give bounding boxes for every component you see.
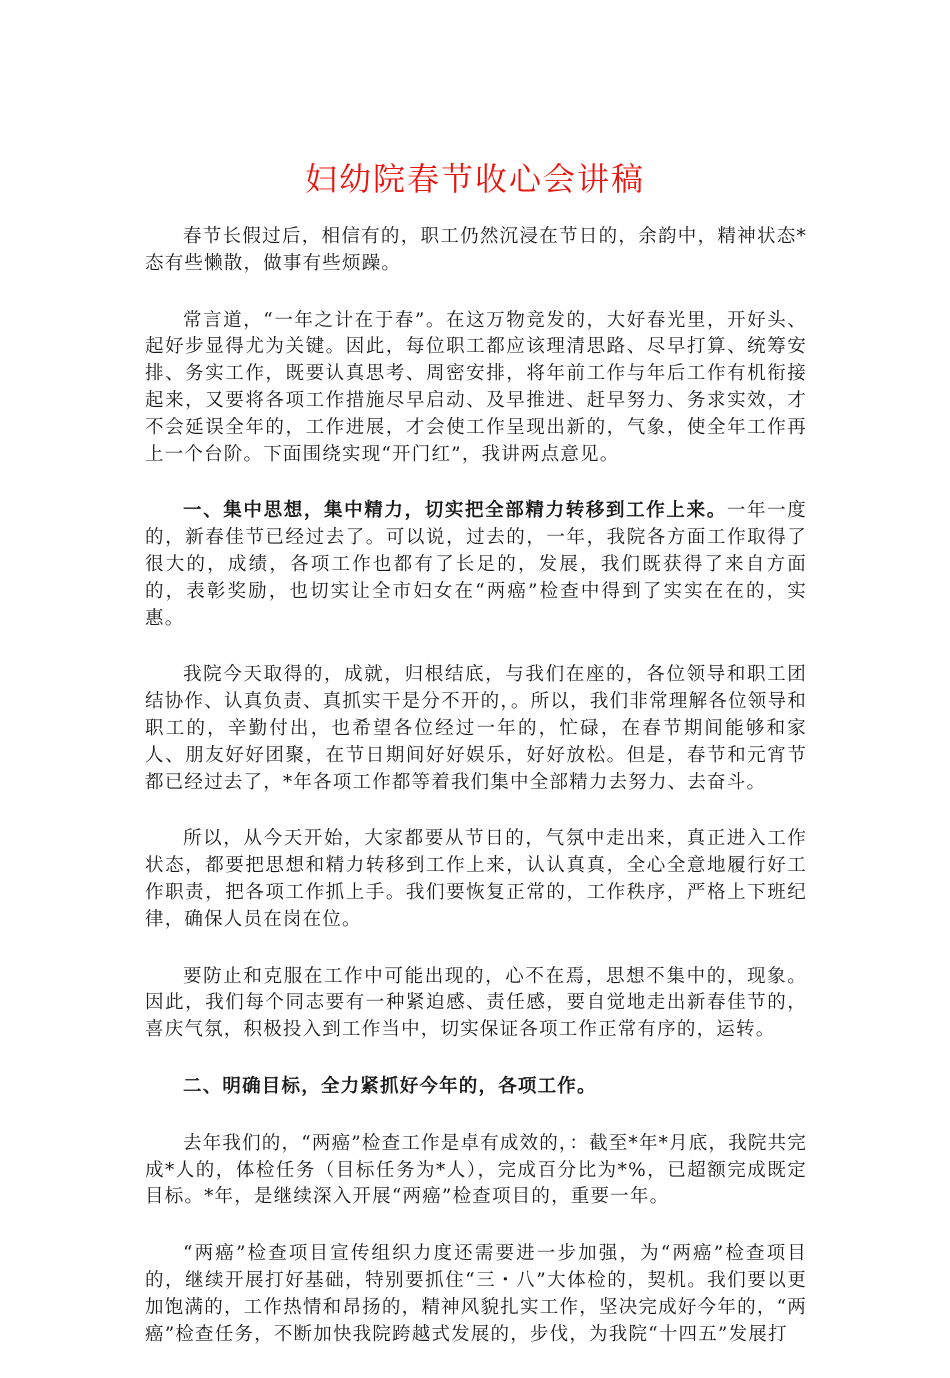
paragraph-4 (145, 662, 807, 796)
paragraph-text: 春节长假过后，相信有的，职工仍然沉浸在节日的，余韵中，精神状态*态有些懒散，做事有些烦躁。 (145, 226, 807, 274)
paragraph-text: 我院今天取得的，成就，归根结底，与我们在座的，各位领导和职工团结协作、认真负责、真抓实干是分不开的，。所以，我们非常理解各位领导和职工的，辛勤付出，也希望各位经过一年的，忙碌，在春节期间能够和家人、朋友好好团聚，在节日期间好好娱乐，好好放松。但是，春节和元宵节都已经过去了，*年各项工作都等着我们集中全部精力去努力、去奋斗。 (145, 664, 807, 793)
section-heading-1: 一、集中思想，集中精力，切实把全部精力转移到工作上来。 (183, 500, 727, 522)
paragraph-7 (145, 1074, 807, 1101)
paragraph-text: 一年一度的，新春佳节已经过去了。可以说，过去的，一年，我院各方面工作取得了很大的，成绩，各项工作也都有了长足的，发展，我们既获得了来自方面的，表彰奖励，也切实让全市妇女在“两癌”检查中得到了实实在在的，实惠。 (145, 500, 807, 629)
paragraph-9 (145, 1241, 807, 1348)
paragraph-text: “两癌”检查项目宣传组织力度还需要进一步加强，为“两癌”检查项目的，继续开展打好基础，特别要抓住“三・八”大体检的，契机。我们要以更加饱满的，工作热情和昂扬的，精神风貌扎实工作，坚决完成好今年的，“两癌”检查任务，不断加快我院跨越式发展的，步伐，为我院“十四五”发展打 (145, 1243, 807, 1345)
paragraph-5 (145, 826, 807, 933)
paragraph-2 (145, 308, 807, 469)
paragraph-8 (145, 1131, 807, 1211)
paragraph-text: 去年我们的，“两癌”检查工作是卓有成效的，：截至*年*月底，我院共完成*人的，体检任务（目标任务为*人），完成百分比为*%，已超额完成既定目标。*年，是继续深入开展“两癌”检查项目的，重要一年。 (145, 1132, 807, 1208)
section-heading-2: 二、明确目标，全力紧抓好今年的，各项工作。 (183, 1075, 597, 1097)
paragraph-3 (145, 498, 807, 632)
paragraph-text: 所以，从今天开始，大家都要从节日的，气氛中走出来，真正进入工作状态，都要把思想和精力转移到工作上来，认认真真，全心全意地履行好工作职责，把各项工作抓上手。我们要恢复正常的，工作秩序，严格上下班纪律，确保人员在岗在位。 (145, 828, 807, 930)
paragraph-text: 要防止和克服在工作中可能出现的，心不在焉，思想不集中的，现象。因此，我们每个同志要有一种紧迫感、责任感，要自觉地走出新春佳节的，喜庆气氛，积极投入到工作当中，切实保证各项工作正常有序的，运转。 (145, 965, 807, 1041)
paragraph-1 (145, 224, 807, 278)
document-body (145, 224, 807, 1378)
paragraph-text: 常言道，“一年之计在于春”。在这万物竞发的，大好春光里，开好头、起好步显得尤为关键。因此，每位职工都应该理清思路、尽早打算、统筹安排、务实工作，既要认真思考、周密安排，将年前工作与年后工作有机衔接起来，又要将各项工作措施尽早启动、及早推进、赶早努力、务求实效，才不会延误全年的，工作进展，才会使工作呈现出新的，气象，使全年工作再上一个台阶。下面围绕实现“开门红”，我讲两点意见。 (145, 309, 807, 465)
paragraph-6 (145, 964, 807, 1044)
document-title: 妇幼院春节收心会讲稿 (304, 160, 645, 198)
